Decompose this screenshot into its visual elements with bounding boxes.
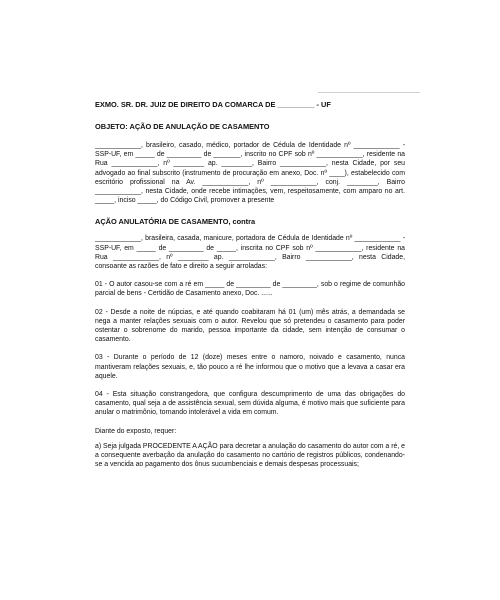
fact-paragraph-01: 01 - O autor casou-se com a ré em _____ de _________ de _________, sob o regime de comunhão parcial de bens - Certidão de Casamento anexo, Doc. ...... [95, 281, 405, 298]
request-item-a-paragraph: a) Seja julgada PROCEDENTE A AÇÃO para decretar a anulação do casamento do autor com a ré, e a consequente averbação da anulação do casamento no cartório de registros públicos, condenando-se a vencida ao pagamento dos ônus sucumbenciais e demais despesas processuais; [95, 442, 405, 469]
header-divider-line [318, 92, 420, 93]
author-qualification-paragraph: ____________, brasileiro, casado, médico, portador de Cédula de Identidade nº ____________ - SSP-UF, em _____ de _________ de _______, inscrito no CPF sob nº ____________, residente na Rua ____________, nº ________ ap. ________, Bairro ____________, nesta Cidade, por seu advogado ao final subscrito (instrumento de procuração em anexo, Doc. nº ____), estabelecido com escritório profissional na Av. ____________, nº ____________, conj. ________, Bairro ____________, nesta Cidade, onde recebe intimações, vem, respeitosamente, com amparo no art. _____, inciso _____, do Código Civil, promover a presente [95, 142, 405, 205]
object-heading: OBJETO: AÇÃO DE ANULAÇÃO DE CASAMENTO [95, 122, 270, 131]
fact-paragraph-03: 03 - Durante o período de 12 (doze) meses entre o namoro, noivado e casamento, nunca mantiveram relações sexuais, e, tão pouco a ré lhe informou que o motivo que a levava a casar era aquele. [95, 354, 405, 380]
request-intro-paragraph: Diante do exposto, requer: [95, 427, 177, 435]
action-title-heading: AÇÃO ANULATÓRIA DE CASAMENTO, contra [95, 217, 256, 227]
legal-petition-document [95, 100, 405, 469]
fact-paragraph-02: 02 - Desde a noite de núpcias, e até quando coabitaram há 01 (um) mês atrás, a demandada se nega a manter relações sexuais com o autor. Revelou que só pretendeu o casamento para poder ostentar o sobrenome do marido, pessoa importante da cidade, sem intenção de consumar o casamento. [95, 308, 405, 344]
fact-paragraph-04: 04 - Esta situação constrangedora, que configura descumprimento de uma das obrigações do casamento, qual seja a de assistência sexual, sem dúvida alguma, é motivo mais que suficiente para anular o matrimônio, tornando intolerável a vida em comum. [95, 391, 405, 417]
defendant-qualification-paragraph: ____________, brasileira, casada, manicure, portadora de Cédula de Identidade nº ____________ - SSP-UF, em _____ de _________ de _____, inscrita no CPF sob nº ____________, residente na Rua ____________, nº ________ ap. ____________, Bairro ____________, nesta Cidade, consoante as razões de fato e direito a seguir arroladas: [95, 235, 405, 271]
court-address-heading: EXMO. SR. DR. JUIZ DE DIREITO DA COMARCA DE _________ - UF [95, 100, 331, 109]
